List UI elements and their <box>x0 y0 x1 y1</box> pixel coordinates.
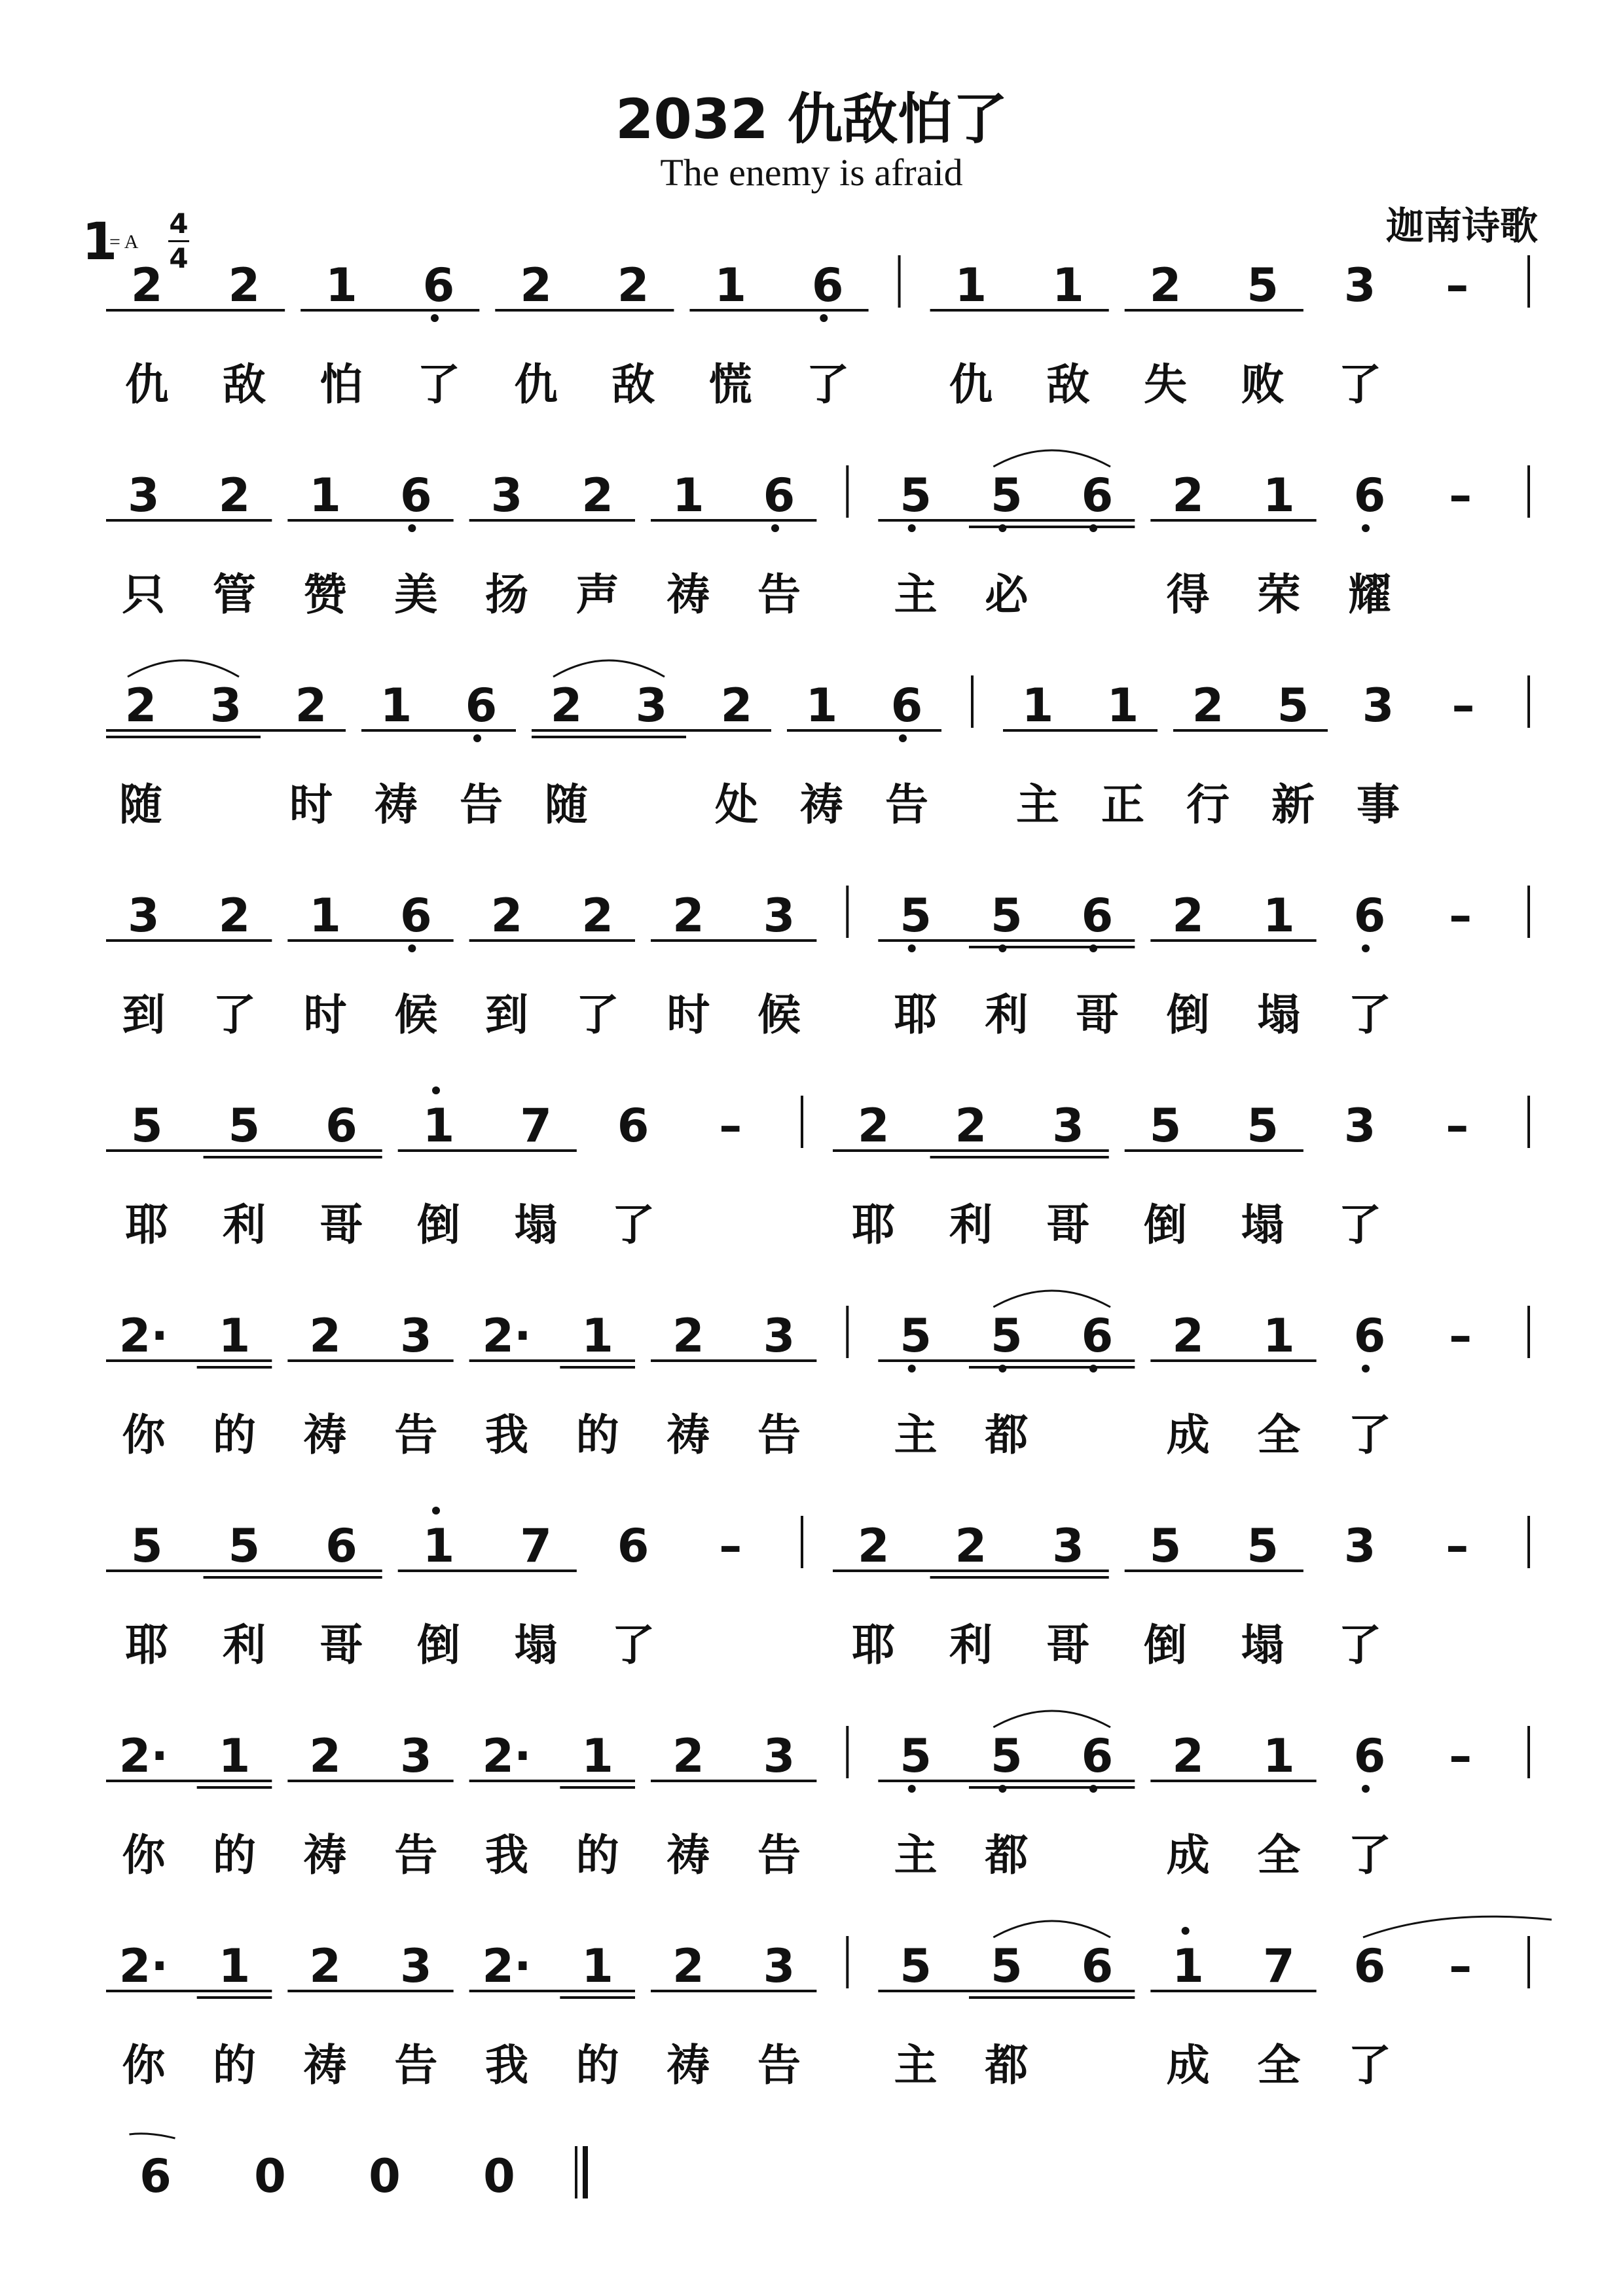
note: 3 <box>399 1309 432 1363</box>
note: 6 <box>325 1099 357 1153</box>
note: 1 <box>309 469 342 522</box>
note: 2 <box>581 469 614 522</box>
low-octave-dot <box>1362 524 1370 532</box>
lyric: 告 <box>460 780 503 830</box>
note: 1 <box>581 1729 614 1783</box>
note: 2 <box>955 1099 987 1153</box>
lyric: 耶 <box>125 1200 169 1250</box>
note: 5 <box>1247 1099 1279 1153</box>
note: 2 <box>720 679 753 732</box>
note: 2 <box>1172 1729 1205 1783</box>
note: 1 <box>672 469 704 522</box>
note: 3 <box>1343 1099 1376 1153</box>
tie-end <box>130 2134 175 2138</box>
lyric: 祷 <box>666 569 710 620</box>
note: 1 <box>1262 469 1295 522</box>
note: 5 <box>228 1519 261 1573</box>
note: 2 <box>857 1099 890 1153</box>
note: – <box>719 1519 742 1573</box>
lyric: 的 <box>575 2040 619 2090</box>
slur <box>993 1921 1110 1937</box>
tie-start <box>1363 1916 1552 1937</box>
note: 1 <box>581 1309 614 1363</box>
lyric: 随 <box>545 780 588 830</box>
note: – <box>1446 1099 1469 1153</box>
lyric: 祷 <box>303 1410 347 1460</box>
note: 1 <box>218 1729 251 1783</box>
note: 2· <box>119 1729 168 1783</box>
lyric: 哥 <box>1046 1620 1090 1670</box>
lyric: 敌 <box>222 359 266 410</box>
note: 0 <box>483 2149 515 2203</box>
low-octave-dot <box>431 314 439 322</box>
lyric: 都 <box>985 2040 1029 2090</box>
note: 5 <box>130 1519 163 1573</box>
note: 3 <box>763 1939 795 1993</box>
slur <box>993 450 1110 467</box>
low-octave-dot <box>1362 1365 1370 1372</box>
note: 3 <box>210 679 242 732</box>
note: 7 <box>520 1099 552 1153</box>
note: 6 <box>325 1519 357 1573</box>
note: 6 <box>1081 889 1114 942</box>
lyric: 美 <box>394 569 438 620</box>
lyric: 主 <box>894 1830 938 1880</box>
lyric: 告 <box>757 2040 801 2090</box>
note: 1 <box>1172 1939 1205 1993</box>
note: 7 <box>1262 1939 1295 1993</box>
lyric: 仇 <box>125 359 169 410</box>
lyric: 耶 <box>125 1620 169 1670</box>
note: 2· <box>119 1309 168 1363</box>
lyric: 哥 <box>319 1620 363 1670</box>
note: 6 <box>617 1519 649 1573</box>
lyric: 主 <box>894 1410 938 1460</box>
lyric: 塌 <box>1257 990 1301 1040</box>
lyric: 仇 <box>949 359 993 410</box>
lyric: 敌 <box>611 359 655 410</box>
slur <box>553 660 665 677</box>
lyric: 告 <box>394 2040 438 2090</box>
note: 2 <box>1149 259 1182 312</box>
lyric: 了 <box>575 990 619 1040</box>
note: 6 <box>1081 469 1114 522</box>
low-octave-dot <box>771 524 779 532</box>
lyric: 祷 <box>303 1830 347 1880</box>
note: – <box>1446 1519 1469 1573</box>
note: 2 <box>130 259 163 312</box>
lyric: 成 <box>1166 1830 1210 1880</box>
lyric: 主 <box>894 569 938 620</box>
note: 2 <box>1172 469 1205 522</box>
lyric: 利 <box>222 1620 266 1670</box>
lyric: 的 <box>213 1410 256 1460</box>
note: 6 <box>1353 1729 1386 1783</box>
lyric: 告 <box>757 1410 801 1460</box>
note: 6 <box>1353 889 1386 942</box>
lyric: 你 <box>122 1830 166 1880</box>
song-title: 2032 仇敌怕了 <box>615 87 1008 151</box>
lyric: 时 <box>666 990 710 1040</box>
note: 2 <box>490 889 523 942</box>
note: 2 <box>857 1519 890 1573</box>
lyric: 你 <box>122 1410 166 1460</box>
lyric: 处 <box>715 780 758 830</box>
low-octave-dot <box>408 524 416 532</box>
note: 2 <box>1192 679 1224 732</box>
note: – <box>1449 469 1472 522</box>
lyric: 祷 <box>666 2040 710 2090</box>
note: 1 <box>380 679 412 732</box>
lyric: 耶 <box>852 1620 896 1670</box>
lyric: 祷 <box>303 2040 347 2090</box>
lyric: 行 <box>1186 780 1230 830</box>
note: 2 <box>309 1729 342 1783</box>
lyric: 了 <box>1348 990 1391 1040</box>
lyric: 仇 <box>514 359 558 410</box>
note: 1 <box>309 889 342 942</box>
note: 1 <box>1262 889 1295 942</box>
note: 5 <box>990 889 1023 942</box>
lyric: 了 <box>213 990 256 1040</box>
note: 3 <box>127 469 160 522</box>
note: 5 <box>900 1309 932 1363</box>
note: 1 <box>218 1309 251 1363</box>
lyric: 成 <box>1166 2040 1210 2090</box>
note: – <box>1449 1939 1472 1993</box>
low-octave-dot <box>820 314 828 322</box>
lyric: 都 <box>985 1830 1029 1880</box>
lyric: 候 <box>757 990 801 1040</box>
note: 2 <box>672 889 704 942</box>
lyric: 必 <box>985 569 1029 620</box>
note: 5 <box>900 469 932 522</box>
note: 2 <box>309 1309 342 1363</box>
note: 1 <box>1052 259 1084 312</box>
note: 3 <box>1362 679 1395 732</box>
note: 5 <box>1149 1519 1182 1573</box>
note: 1 <box>422 1099 455 1153</box>
lyric: 了 <box>417 359 460 410</box>
note: 2 <box>672 1309 704 1363</box>
lyric: 事 <box>1357 780 1400 830</box>
note: 1 <box>1106 679 1139 732</box>
slur <box>993 1711 1110 1727</box>
lyric: 的 <box>575 1830 619 1880</box>
lyric: 塌 <box>1241 1620 1285 1670</box>
lyric: 倒 <box>1166 990 1210 1040</box>
note: 2 <box>295 679 327 732</box>
note: 2 <box>550 679 583 732</box>
lyric: 时 <box>289 780 333 830</box>
lyric: 的 <box>213 2040 256 2090</box>
low-octave-dot <box>473 734 481 742</box>
note: 3 <box>763 1309 795 1363</box>
note: 1 <box>1262 1309 1295 1363</box>
note: 7 <box>520 1519 552 1573</box>
note: 6 <box>1081 1309 1114 1363</box>
note: 1 <box>325 259 357 312</box>
note: 6 <box>399 889 432 942</box>
note: 6 <box>763 469 795 522</box>
lyric: 塌 <box>514 1620 558 1670</box>
lyric: 主 <box>894 2040 938 2090</box>
lyric: 告 <box>394 1410 438 1460</box>
low-octave-dot <box>908 524 916 532</box>
lyric: 祷 <box>800 780 843 830</box>
note: 1 <box>714 259 747 312</box>
lyric: 了 <box>1338 359 1382 410</box>
lyric: 声 <box>575 569 619 620</box>
lyric: 耶 <box>894 990 938 1040</box>
note: 3 <box>490 469 523 522</box>
note: 3 <box>399 1939 432 1993</box>
low-octave-dot <box>908 944 916 952</box>
note: 6 <box>1081 1939 1114 1993</box>
note: 6 <box>811 259 844 312</box>
note: 2 <box>1172 889 1205 942</box>
note: 1 <box>1262 1729 1295 1783</box>
note: 3 <box>763 889 795 942</box>
lyric: 了 <box>611 1200 655 1250</box>
lyric: 了 <box>1348 1830 1391 1880</box>
lyric: 了 <box>806 359 850 410</box>
note: 6 <box>1353 1309 1386 1363</box>
lyric: 扬 <box>485 569 528 620</box>
key-equals: = A <box>109 231 139 253</box>
note: 3 <box>635 679 668 732</box>
lyric: 的 <box>575 1410 619 1460</box>
lyric: 敌 <box>1046 359 1090 410</box>
lyric: 候 <box>394 990 438 1040</box>
lyric: 了 <box>611 1620 655 1670</box>
note: 1 <box>422 1519 455 1573</box>
lyric: 哥 <box>1046 1200 1090 1250</box>
lyric: 正 <box>1101 780 1144 830</box>
lyric: 全 <box>1257 1830 1301 1880</box>
low-octave-dot <box>908 1785 916 1793</box>
note: 5 <box>990 1939 1023 1993</box>
lyric: 新 <box>1271 780 1315 830</box>
lyric: 成 <box>1166 1410 1210 1460</box>
high-octave-dot <box>432 1507 440 1515</box>
lyric: 主 <box>1016 780 1059 830</box>
note: 5 <box>990 1309 1023 1363</box>
lyric: 败 <box>1241 359 1285 410</box>
note: 2· <box>482 1729 532 1783</box>
lyric: 倒 <box>417 1200 460 1250</box>
song-subtitle: The enemy is afraid <box>660 151 963 194</box>
note: 2 <box>309 1939 342 1993</box>
lyric: 塌 <box>514 1200 558 1250</box>
note: 5 <box>990 1729 1023 1783</box>
note: 6 <box>422 259 455 312</box>
note: 6 <box>617 1099 649 1153</box>
lyric: 的 <box>213 1830 256 1880</box>
lyric: 得 <box>1166 569 1210 620</box>
lyric: 了 <box>1338 1620 1382 1670</box>
lyric: 失 <box>1144 359 1187 410</box>
note: 3 <box>399 1729 432 1783</box>
note: 0 <box>369 2149 401 2203</box>
note: 5 <box>1149 1099 1182 1153</box>
lyric: 全 <box>1257 1410 1301 1460</box>
note: 2 <box>1172 1309 1205 1363</box>
lyric: 祷 <box>666 1830 710 1880</box>
note: – <box>1451 679 1475 732</box>
note: 2 <box>218 889 251 942</box>
note: 2 <box>218 469 251 522</box>
lyric: 告 <box>394 1830 438 1880</box>
lyric: 耀 <box>1348 569 1391 620</box>
note: 3 <box>127 889 160 942</box>
lyric: 了 <box>1348 1410 1391 1460</box>
low-octave-dot <box>899 734 907 742</box>
note: 1 <box>805 679 838 732</box>
note: 2· <box>482 1309 532 1363</box>
note: 2 <box>228 259 261 312</box>
lyric: 我 <box>485 1410 528 1460</box>
lyric: 利 <box>985 990 1029 1040</box>
note: – <box>719 1099 742 1153</box>
lyric: 我 <box>485 2040 528 2090</box>
note: 3 <box>763 1729 795 1783</box>
note: 2 <box>672 1939 704 1993</box>
note: 2 <box>124 679 157 732</box>
note: – <box>1449 889 1472 942</box>
author-credit: 迦南诗歌 <box>1385 204 1538 248</box>
note: 6 <box>465 679 498 732</box>
lyric: 你 <box>122 2040 166 2090</box>
lyric: 倒 <box>417 1620 460 1670</box>
high-octave-dot <box>1182 1927 1190 1935</box>
note: 1 <box>1021 679 1054 732</box>
note: 2 <box>581 889 614 942</box>
note: 6 <box>139 2149 172 2203</box>
note: 6 <box>399 469 432 522</box>
low-octave-dot <box>408 944 416 952</box>
note: 6 <box>890 679 923 732</box>
lyric: 到 <box>485 990 528 1040</box>
note: – <box>1449 1309 1472 1363</box>
lyric: 哥 <box>319 1200 363 1250</box>
lyric: 告 <box>757 1830 801 1880</box>
note: 5 <box>1247 259 1279 312</box>
lyric: 荣 <box>1257 569 1301 620</box>
note: 3 <box>1052 1519 1084 1573</box>
note: 3 <box>1343 1519 1376 1573</box>
note: 5 <box>900 1939 932 1993</box>
note: 1 <box>955 259 987 312</box>
note: 2 <box>672 1729 704 1783</box>
lyric: 了 <box>1338 1200 1382 1250</box>
lyric: 告 <box>885 780 928 830</box>
note: 5 <box>1247 1519 1279 1573</box>
time-signature-top: 4 <box>169 207 189 240</box>
note: 5 <box>1277 679 1309 732</box>
note: 2· <box>119 1939 168 1993</box>
lyric: 都 <box>985 1410 1029 1460</box>
note: 1 <box>218 1939 251 1993</box>
lyric: 祷 <box>374 780 418 830</box>
note: 5 <box>900 889 932 942</box>
lyric: 塌 <box>1241 1200 1285 1250</box>
lyric: 随 <box>119 780 162 830</box>
lyric: 哥 <box>1076 990 1119 1040</box>
lyric: 只 <box>122 569 166 620</box>
low-octave-dot <box>908 1365 916 1372</box>
note: 2· <box>482 1939 532 1993</box>
note: 5 <box>990 469 1023 522</box>
slur <box>993 1291 1110 1307</box>
lyric: 了 <box>1348 2040 1391 2090</box>
lyric: 利 <box>222 1200 266 1250</box>
lyric: 怕 <box>319 359 363 410</box>
lyric: 利 <box>949 1620 993 1670</box>
low-octave-dot <box>1362 944 1370 952</box>
lyric: 利 <box>949 1200 993 1250</box>
note: 5 <box>228 1099 261 1153</box>
lyric: 全 <box>1257 2040 1301 2090</box>
slur <box>128 660 239 677</box>
key-tonic: 1 <box>82 213 118 272</box>
lyric: 时 <box>303 990 347 1040</box>
note: – <box>1446 259 1469 312</box>
lyric: 慌 <box>708 359 752 410</box>
note: 0 <box>254 2149 286 2203</box>
lyric: 倒 <box>1144 1200 1187 1250</box>
note: 2 <box>617 259 649 312</box>
lyric: 祷 <box>666 1410 710 1460</box>
note: 6 <box>1081 1729 1114 1783</box>
lyric: 耶 <box>852 1200 896 1250</box>
note: 5 <box>130 1099 163 1153</box>
lyric: 管 <box>213 569 256 620</box>
low-octave-dot <box>1362 1785 1370 1793</box>
note: 5 <box>900 1729 932 1783</box>
lyric: 告 <box>757 569 801 620</box>
lyric: 我 <box>485 1830 528 1880</box>
note: 3 <box>1052 1099 1084 1153</box>
note: 2 <box>955 1519 987 1573</box>
high-octave-dot <box>432 1086 440 1094</box>
note: 6 <box>1353 469 1386 522</box>
time-signature-bottom: 4 <box>169 242 189 274</box>
note: 2 <box>520 259 552 312</box>
lyric: 赞 <box>303 569 347 620</box>
note: 1 <box>581 1939 614 1993</box>
lyric: 到 <box>122 990 166 1040</box>
lyric: 倒 <box>1144 1620 1187 1670</box>
note: 3 <box>1343 259 1376 312</box>
note: 6 <box>1353 1939 1386 1993</box>
note: – <box>1449 1729 1472 1783</box>
